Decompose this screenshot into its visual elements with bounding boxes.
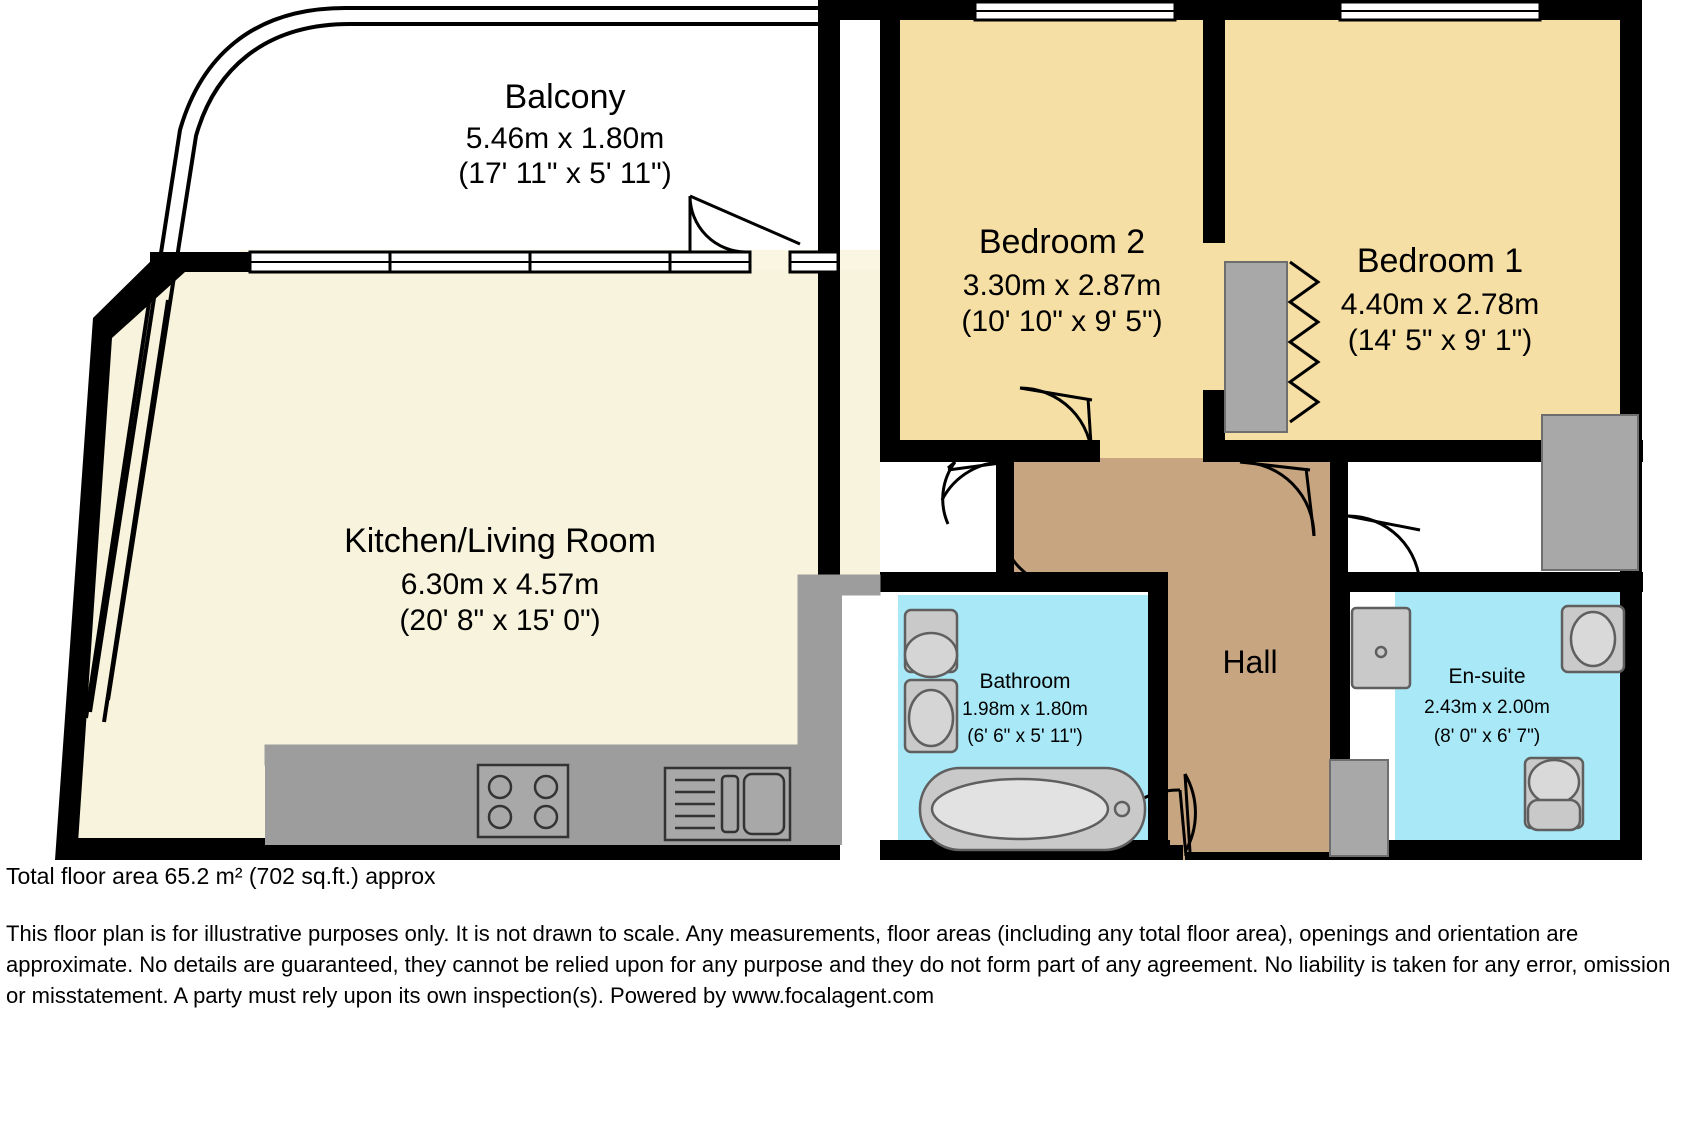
exterior-wall-balcony-right [818,0,840,255]
wall-bottom-hall [1168,845,1183,860]
window-living-balcony [250,252,838,272]
svg-text:Kitchen/Living Room: Kitchen/Living Room [344,522,656,560]
label-bedroom-2 [961,223,1162,338]
svg-text:(8' 0" x 6' 7"): (8' 0" x 6' 7") [1433,726,1541,747]
hall-fill-corridor [1165,560,1345,860]
wall-hall-right-upper [1330,440,1348,590]
svg-text:2.43m x 2.00m: 2.43m x 2.00m [1424,697,1550,718]
svg-text:Bedroom 2: Bedroom 2 [978,223,1146,261]
svg-text:Bathroom: Bathroom [979,670,1071,693]
window-bedroom-2 [975,2,1175,20]
svg-text:5.46m x 1.80m: 5.46m x 1.80m [465,122,665,155]
svg-text:Bedroom 1: Bedroom 1 [1356,242,1524,280]
label-bedroom-1 [1341,242,1539,357]
wall-bedrooms-divider [1203,18,1225,243]
window-bedroom-1 [1340,2,1540,20]
svg-text:Hall: Hall [1222,644,1278,680]
svg-text:3.30m x 2.87m: 3.30m x 2.87m [962,269,1162,302]
wall-hall-bottom-strip [1185,852,1335,860]
svg-text:1.98m x 1.80m: 1.98m x 1.80m [962,699,1088,720]
wall-bath-right [1148,572,1168,860]
wall-hall-bath-top [880,572,1160,592]
label-hall [1222,644,1277,680]
svg-text:En-suite: En-suite [1448,665,1526,688]
wall-bedroom2-left [880,0,900,460]
kitchen-sink [665,768,790,840]
svg-text:(10' 10" x 9' 5"): (10' 10" x 9' 5") [961,305,1163,338]
total-floor-area-text: Total floor area 65.2 m² (702 sq.ft.) approx [6,863,436,889]
wall-hall-bottom-right [1348,572,1643,592]
kitchen-hob [478,765,568,837]
label-balcony [458,78,671,190]
wardrobe-bedroom1-right [1542,415,1638,570]
svg-text:4.40m x 2.78m: 4.40m x 2.78m [1340,288,1540,321]
interior-wall-living-top [818,250,840,540]
svg-text:6.30m x 4.57m: 6.30m x 4.57m [400,568,600,601]
svg-text:(20' 8" x 15' 0"): (20' 8" x 15' 0") [399,604,601,637]
disclaimer-text: This floor plan is for illustrative purposes only. It is not drawn to scale. Any measurements, floor areas (including any total floor area), openings and orientation are approximate. No details are guaranteed, they cannot be relied upon for any purpose and they do not form part of any agreement. No liability is taken for any error, omission or misstatement. A party must rely upon its own inspection(s). Powered by www.focalagent.com [6,920,1671,1009]
footer [0,862,1704,1012]
wall-bedroom2-bottom [880,440,1100,462]
svg-text:(14' 5" x 9' 1"): (14' 5" x 9' 1") [1347,324,1533,357]
cupboard-hall [1330,760,1388,856]
svg-text:(6' 6" x 5' 11"): (6' 6" x 5' 11") [967,726,1083,747]
svg-text:(17' 11" x 5' 11"): (17' 11" x 5' 11") [458,157,672,190]
label-bathroom [962,670,1088,747]
svg-text:Balcony: Balcony [504,78,626,116]
door-balcony [690,196,800,252]
